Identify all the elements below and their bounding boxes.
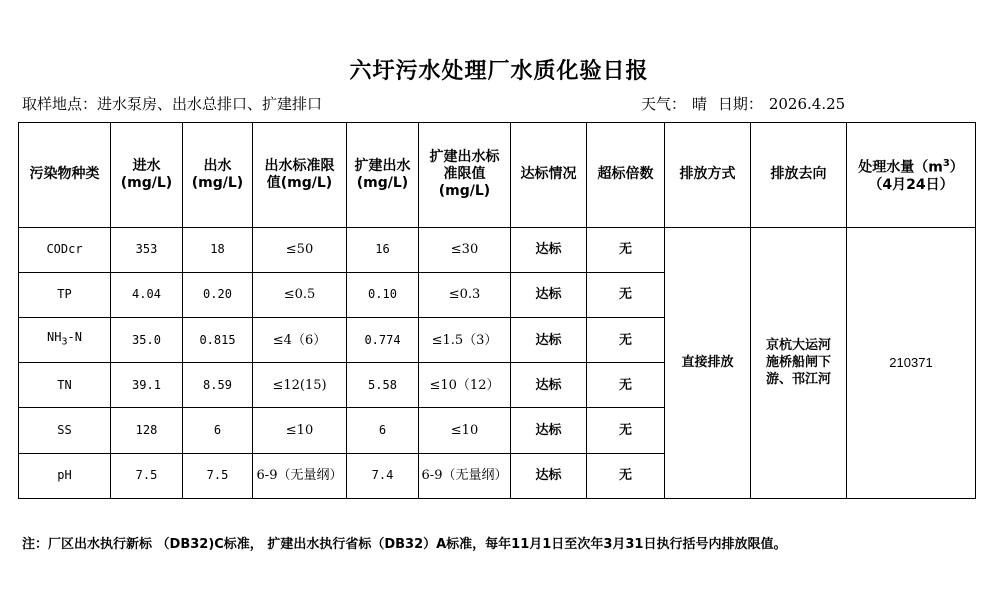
ext-outflow-cell: 0.10 [347, 272, 419, 317]
pollutant-cell: SS [19, 408, 111, 453]
inflow-cell: 7.5 [111, 453, 183, 498]
ext-outflow-cell: 7.4 [347, 453, 419, 498]
pollutant-cell: TN [19, 363, 111, 408]
outflow-limit-cell: ≤12(15) [253, 363, 347, 408]
compliance-cell: 达标 [511, 318, 587, 363]
header-compliance: 达标情况 [511, 123, 587, 228]
ext-outflow-cell: 0.774 [347, 318, 419, 363]
compliance-cell: 达标 [511, 363, 587, 408]
header-row [19, 123, 976, 228]
ext-outflow-cell: 16 [347, 227, 419, 272]
outflow-limit-cell: ≤4（6） [253, 318, 347, 363]
discharge-dest-cell: 京杭大运河 施桥船闸下 游、邗江河 [751, 227, 847, 498]
inflow-cell: 128 [111, 408, 183, 453]
header-inflow: 进水 (mg/L) [111, 123, 183, 228]
ext-limit-cell: ≤0.3 [419, 272, 511, 317]
outflow-cell: 8.59 [183, 363, 253, 408]
pollutant-cell: TP [19, 272, 111, 317]
exceed-cell: 无 [587, 363, 665, 408]
pollutant-cell: CODcr [19, 227, 111, 272]
outflow-limit-cell: ≤0.5 [253, 272, 347, 317]
compliance-cell: 达标 [511, 272, 587, 317]
location-value: 进水泵房、出水总排口、扩建排口 [97, 95, 323, 113]
outflow-limit-cell: ≤10 [253, 408, 347, 453]
ext-limit-cell: ≤30 [419, 227, 511, 272]
compliance-cell: 达标 [511, 453, 587, 498]
compliance-cell: 达标 [511, 227, 587, 272]
header-discharge-dest: 排放去向 [751, 123, 847, 228]
sampling-location [22, 93, 322, 114]
outflow-limit-cell: 6-9（无量纲） [253, 453, 347, 498]
exceed-cell: 无 [587, 227, 665, 272]
ext-limit-cell: ≤10 [419, 408, 511, 453]
outflow-cell: 0.20 [183, 272, 253, 317]
header-outflow-limit: 出水标准限 值(mg/L) [253, 123, 347, 228]
header-exceed: 超标倍数 [587, 123, 665, 228]
header-volume: 处理水量$(m^3)$ （4月24日） [847, 123, 976, 228]
ext-limit-cell: ≤1.5（3） [419, 318, 511, 363]
inflow-cell: 35.0 [111, 318, 183, 363]
compliance-cell: 达标 [511, 408, 587, 453]
location-label: 取样地点： [22, 95, 98, 113]
exceed-cell: 无 [587, 453, 665, 498]
date-label: 日期： [717, 95, 763, 113]
header-pollutant: 污染物种类 [19, 123, 111, 228]
weather-date [641, 93, 851, 114]
outflow-cell: 6 [183, 408, 253, 453]
inflow-cell: 4.04 [111, 272, 183, 317]
header-ext-limit: 扩建出水标 准限值 (mg/L) [419, 123, 511, 228]
water-quality-table [18, 122, 976, 499]
volume-cell: 210371 [847, 227, 976, 498]
inflow-cell: 353 [111, 227, 183, 272]
ext-limit-cell: ≤10（12） [419, 363, 511, 408]
outflow-cell: 0.815 [183, 318, 253, 363]
pollutant-cell: pH [19, 453, 111, 498]
ext-outflow-cell: 6 [347, 408, 419, 453]
inflow-cell: 39.1 [111, 363, 183, 408]
outflow-cell: 18 [183, 227, 253, 272]
ext-outflow-cell: 5.58 [347, 363, 419, 408]
ext-limit-cell: 6-9（无量纲） [419, 453, 511, 498]
header-outflow: 出水 (mg/L) [183, 123, 253, 228]
header-discharge-method: 排放方式 [665, 123, 751, 228]
exceed-cell: 无 [587, 272, 665, 317]
exceed-cell: 无 [587, 408, 665, 453]
exceed-cell: 无 [587, 318, 665, 363]
outflow-limit-cell: ≤50 [253, 227, 347, 272]
page-title: 六圩污水处理厂水质化验日报 [349, 59, 649, 84]
footnote: 注：厂区出水执行新标 （DB32)C标准， 扩建出水执行省标（DB32）A标准，每年11月1日至次年3月31日执行括号内排放限值。 [22, 537, 787, 552]
discharge-method-cell: 直接排放 [665, 227, 751, 498]
weather-label: 天气： [641, 95, 687, 113]
table-row [19, 227, 976, 272]
outflow-cell: 7.5 [183, 453, 253, 498]
date-value: 2026.4.25 [768, 95, 846, 113]
pollutant-cell: $NH_3-N$ [19, 318, 111, 363]
weather-value: 晴 [692, 95, 708, 113]
header-ext-outflow: 扩建出水 (mg/L) [347, 123, 419, 228]
